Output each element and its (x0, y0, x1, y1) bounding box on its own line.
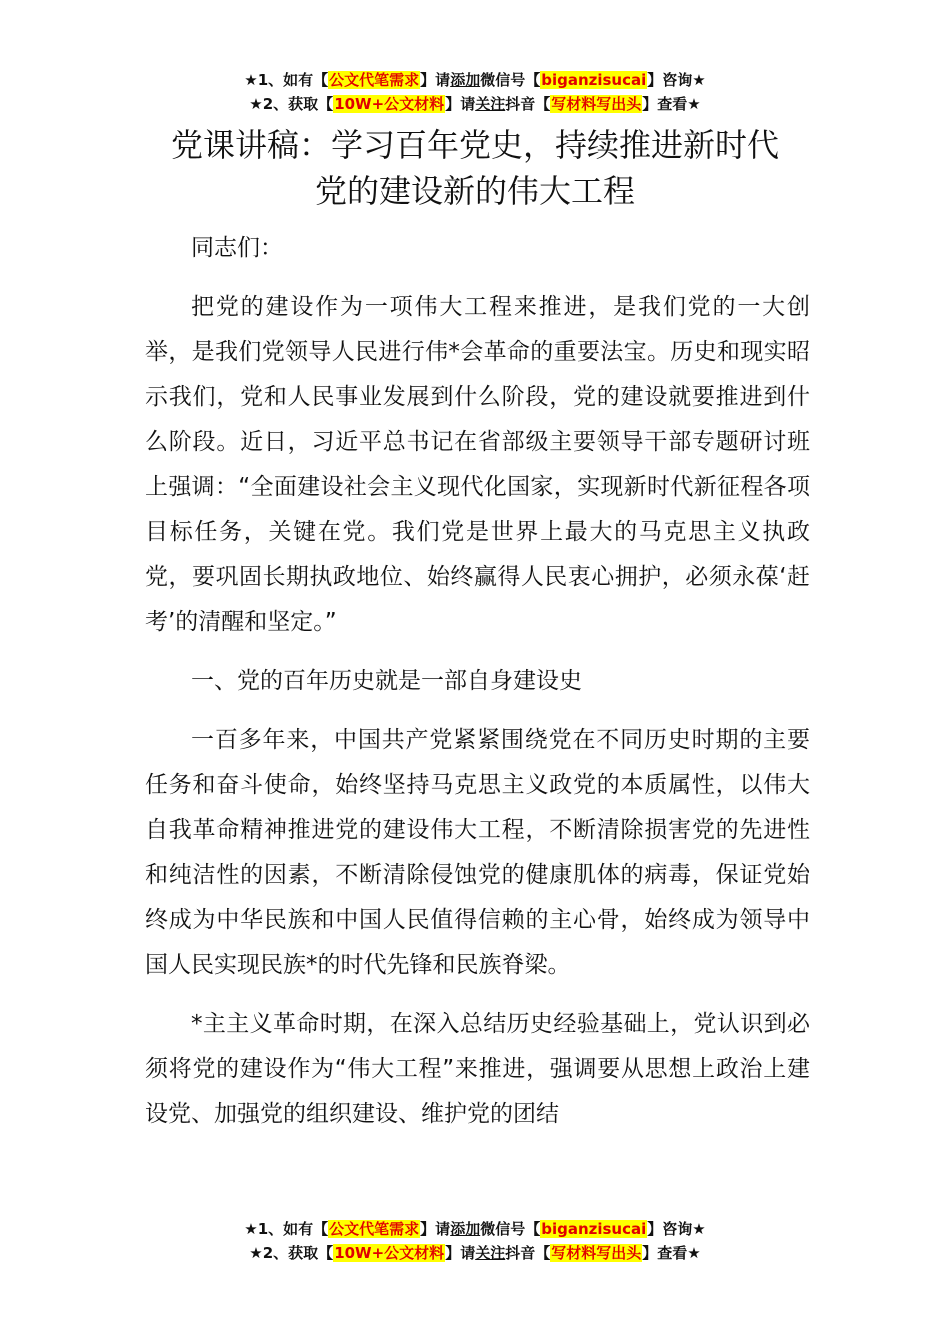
banner-text: 】咨询★ (647, 1220, 706, 1238)
title-line-2: 党的建设新的伟大工程 (314, 172, 635, 210)
banner-line-1 (0, 1217, 950, 1241)
banner-text: ★2、获取【 (249, 95, 334, 113)
banner-underlined-text: 添加 (450, 71, 481, 89)
banner-text: 微信号【 (480, 71, 541, 89)
document-title (0, 122, 950, 214)
banner-text: 】请 (445, 95, 476, 113)
banner-line-2 (0, 1241, 950, 1265)
banner-highlight: 公文代笔需求 (329, 1220, 420, 1238)
banner-highlight: biganzisucai (541, 1220, 647, 1238)
banner-line-1 (0, 68, 950, 92)
banner-text: 抖音【 (505, 1244, 551, 1262)
banner-highlight: 写材料写出头 (551, 95, 642, 113)
salutation: 同志们： (191, 235, 283, 261)
banner-text: ★1、如有【 (244, 71, 329, 89)
banner-text: 】查看★ (642, 95, 701, 113)
document-body (145, 226, 810, 1137)
body-paragraph: *主主义革命时期，在深入总结历史经验基础上，党认识到必须将党的建设作为“伟大工程”来推进，强调要从思想上政治上建设党、加强党的组织建设、维护党的团结 (145, 1011, 810, 1127)
banner-text: 】咨询★ (647, 71, 706, 89)
banner-text: 】请 (420, 1220, 451, 1238)
banner-text: ★2、获取【 (249, 1244, 334, 1262)
body-paragraph: 把党的建设作为一项伟大工程来推进，是我们党的一大创举，是我们党领导人民进行伟*会革命的重要法宝。历史和现实昭示我们，党和人民事业发展到什么阶段，党的建设就要推进到什么阶段。近日，习近平总书记在省部级主要领导干部专题研讨班上强调：“全面建设社会主义现代化国家，实现新时代新征程各项目标任务，关键在党。我们党是世界上最大的马克思主义执政党，要巩固长期执政地位、始终赢得人民衷心拥护，必须永葆‘赶考’的清醒和坚定。” (145, 294, 810, 635)
banner-highlight: 写材料写出头 (551, 1244, 642, 1262)
banner-highlight: 公文代笔需求 (329, 71, 420, 89)
banner-text: 微信号【 (480, 1220, 541, 1238)
banner-highlight: 10W+公文材料 (334, 1244, 445, 1262)
banner-underlined-text: 关注 (475, 1244, 506, 1262)
banner-highlight: biganzisucai (541, 71, 647, 89)
banner-text: ★1、如有【 (244, 1220, 329, 1238)
banner-line-2 (0, 92, 950, 116)
banner-underlined-text: 添加 (450, 1220, 481, 1238)
footer-banner (0, 1217, 950, 1265)
section-heading: 一、党的百年历史就是一部自身建设史 (191, 668, 582, 694)
banner-underlined-text: 关注 (475, 95, 506, 113)
banner-text: 】请 (420, 71, 451, 89)
banner-text: 】请 (445, 1244, 476, 1262)
banner-text: 】查看★ (642, 1244, 701, 1262)
title-line-1: 党课讲稿：学习百年党史，持续推进新时代 (170, 126, 779, 164)
banner-text: 抖音【 (505, 95, 551, 113)
body-paragraph: 一百多年来，中国共产党紧紧围绕党在不同历史时期的主要任务和奋斗使命，始终坚持马克思主义政党的本质属性，以伟大自我革命精神推进党的建设伟大工程，不断清除损害党的先进性和纯洁性的因素，不断清除侵蚀党的健康肌体的病毒，保证党始终成为中华民族和中国人民值得信赖的主心骨，始终成为领导中国人民实现民族*的时代先锋和民族脊梁。 (145, 727, 810, 978)
header-banner (0, 68, 950, 116)
banner-highlight: 10W+公文材料 (334, 95, 445, 113)
